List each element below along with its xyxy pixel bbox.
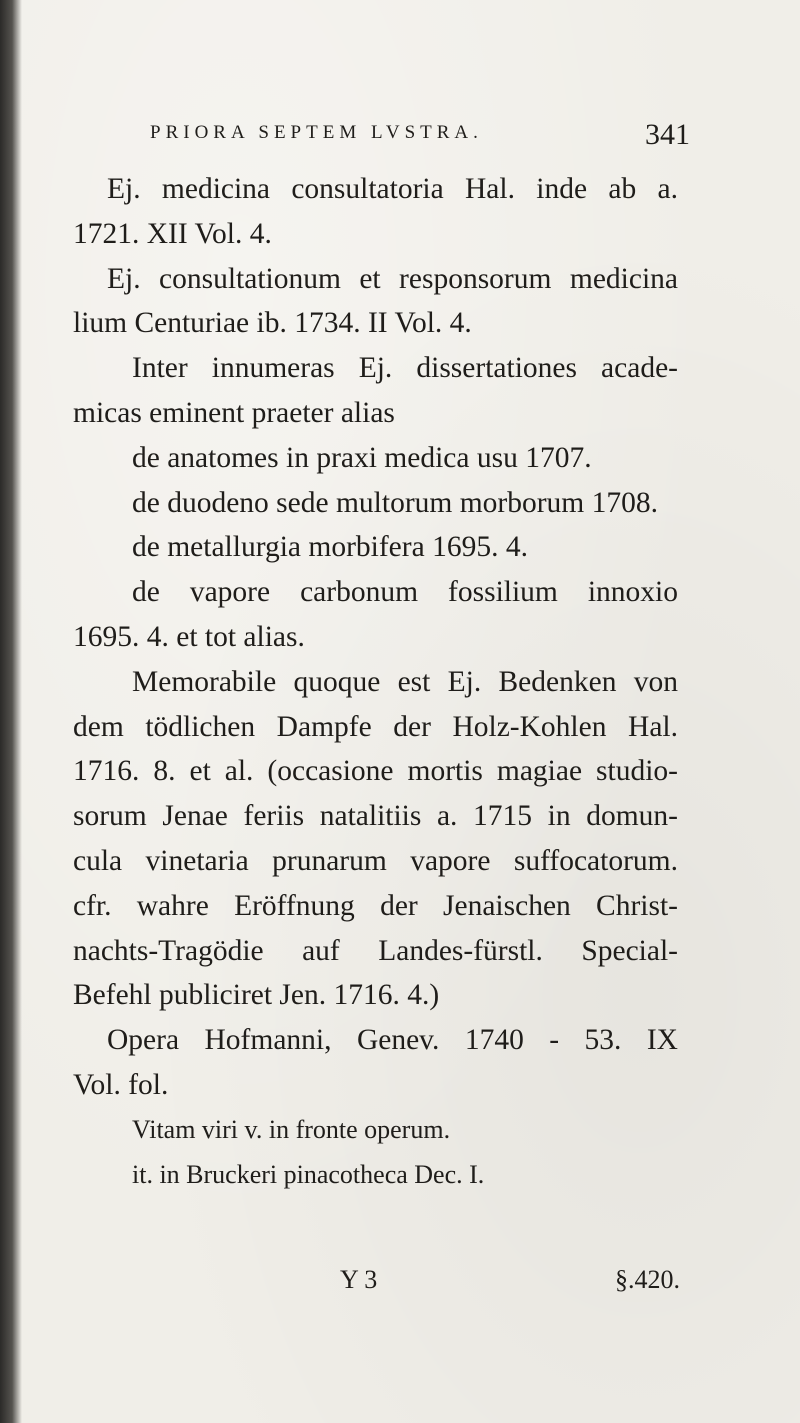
text-line: Inter innumeras Ej. dissertationes acade- <box>132 352 678 385</box>
text-line: Vol. fol. <box>73 1068 169 1101</box>
text-line: Memorabile quoque est Ej. Bedenken von <box>132 665 678 698</box>
text-line: lium Centuriae ib. 1734. II Vol. 4. <box>73 307 472 340</box>
text-line: de duodeno sede multorum morborum 1708. <box>132 486 659 519</box>
text-line: de anatomes in praxi medica usu 1707. <box>132 441 592 474</box>
text-line: 1716. 8. et al. (occasione mortis magiae studio- <box>73 755 678 788</box>
text-line: Ej. medicina consultatoria Hal. inde ab a. <box>107 173 678 205</box>
text-line: dem tödlichen Dampfe der Holz-Kohlen Hal. <box>73 710 678 743</box>
text-line: it. in Bruckeri pinacotheca Dec. I. <box>132 1159 485 1189</box>
printer-signature-mark: Y 3 <box>340 1265 378 1294</box>
text-line: Ej. consultationum et responsorum medicina <box>107 262 678 295</box>
running-head: PRIORA SEPTEM LVSTRA. <box>150 122 483 143</box>
text-line: nachts-Tragödie auf Landes-fürstl. Special- <box>73 934 678 967</box>
page-binding-shadow <box>0 0 22 1423</box>
body-text <box>73 167 678 1197</box>
text-line: 1695. 4. et tot alias. <box>73 620 305 653</box>
page-header <box>150 118 690 152</box>
text-line: cula vinetaria prunarum vapore suffocatorum. <box>73 844 678 877</box>
page-footer <box>340 1265 680 1305</box>
text-line: cfr. wahre Eröffnung der Jenaischen Christ- <box>73 889 678 922</box>
page-number: 341 <box>645 118 690 151</box>
text-line: micas eminent praeter alias <box>73 396 395 429</box>
text-line: de metallurgia morbifera 1695. 4. <box>132 531 528 564</box>
text-line: de vapore carbonum fossilium innoxio <box>132 576 678 609</box>
text-line: 1721. XII Vol. 4. <box>73 217 272 250</box>
text-line: Opera Hofmanni, Genev. 1740 - 53. IX <box>107 1024 678 1057</box>
text-line: sorum Jenae feriis natalitiis a. 1715 in domun- <box>73 800 678 833</box>
catchword: §.420. <box>615 1265 680 1294</box>
text-line: Vitam viri v. in fronte operum. <box>132 1114 451 1144</box>
text-line: Befehl publiciret Jen. 1716. 4.) <box>73 979 440 1012</box>
